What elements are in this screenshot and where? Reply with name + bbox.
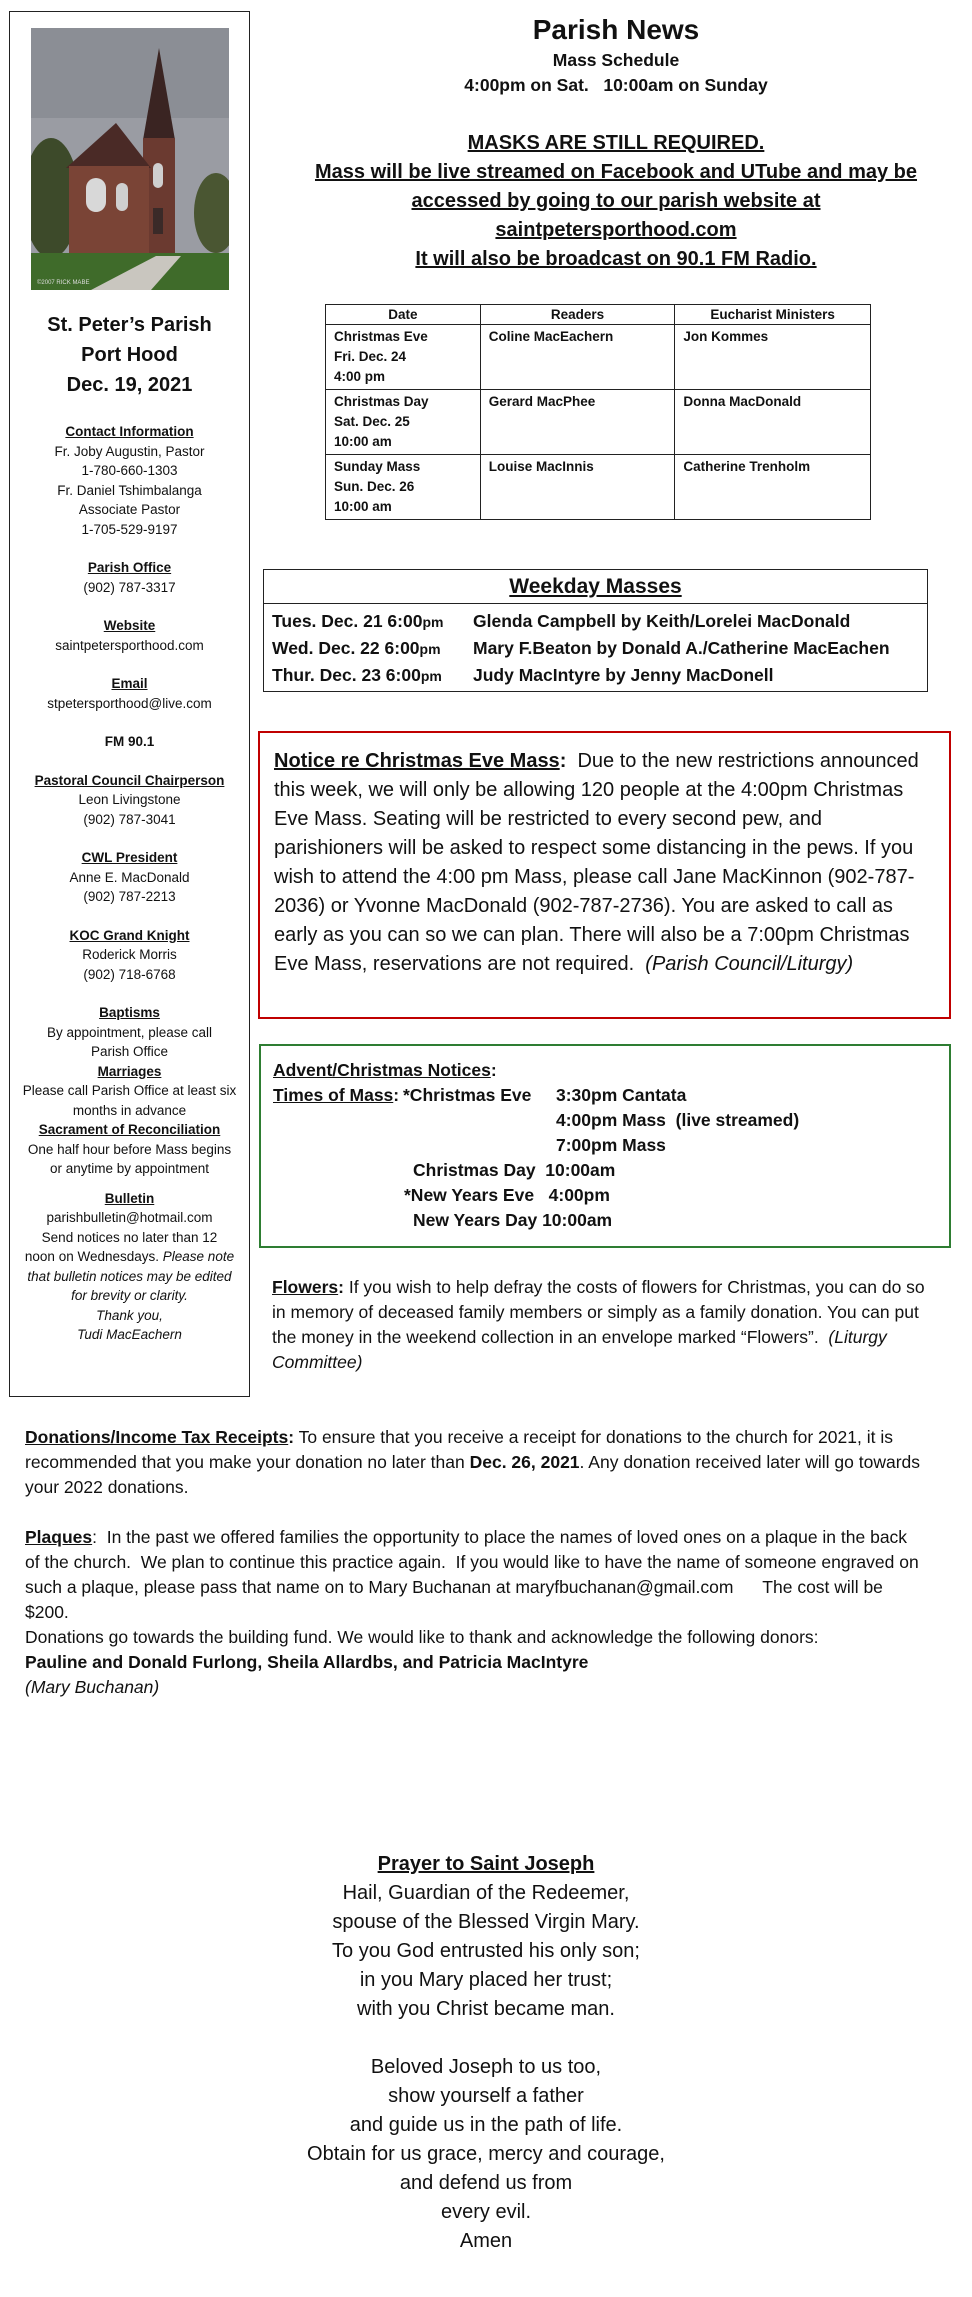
reconciliation-line: One half hour before Mass begins <box>27 1141 232 1157</box>
koc-heading: KOC Grand Knight <box>69 927 190 943</box>
christmas-eve-label: *Christmas Eve <box>403 1085 532 1105</box>
advent-schedule: Times of Mass: *Christmas Eve 3:30pm Cantata 4:00pm Mass (live streamed) 7:00pm Mass Christmas Day 10:00am *New Years Eve 4:00pm New Years Day 10:00am <box>273 1083 937 1233</box>
website-heading: Website <box>103 618 156 633</box>
bulletin-thanks: Thank you, <box>96 1307 163 1323</box>
reader-cell: Coline MacEachern <box>480 325 675 390</box>
livestream-line: Mass will be live streamed on Facebook and UTube and may be <box>314 161 918 183</box>
parish-location: Port Hood <box>81 344 178 366</box>
weekday-intention: Judy MacIntyre by Jenny MacDonell <box>473 665 774 685</box>
bulletin-note: Please note <box>162 1249 235 1264</box>
flowers-body: If you wish to help defray the costs of flowers for Christmas, you can do so in memory of deceased family members or simply as a family donation. You can put the money in the weekend collection in an envelope marked “Flowers”. <box>272 1277 925 1347</box>
masks-notice <box>260 129 972 274</box>
plaques-credit: (Mary Buchanan) <box>25 1677 160 1697</box>
website <box>10 616 249 655</box>
baptisms <box>10 1003 249 1062</box>
page-header <box>260 12 972 98</box>
pastoral-heading: Pastoral Council Chairperson <box>34 772 225 788</box>
bulletin-deadline-text: noon on Wednesdays. <box>24 1249 160 1264</box>
bulletin-note-line: that bulletin notices may be edited <box>27 1268 232 1284</box>
weekday-row <box>264 635 927 662</box>
prayer-line: with you Christ became man. <box>357 1998 615 2020</box>
weekday-day: Tues. Dec. 21 6:00 <box>272 611 423 631</box>
mass-times: 4:00pm on Sat. 10:00am on Sunday <box>464 75 768 95</box>
plaques-donations: Donations go towards the building fund. We would like to thank and acknowledge the following donors: <box>25 1627 819 1647</box>
column-header-readers: Readers <box>480 305 675 325</box>
baptisms-line: By appointment, please call <box>46 1024 213 1040</box>
associate-title: Associate Pastor <box>78 502 181 517</box>
cwl-heading: CWL President <box>81 850 178 865</box>
prayer-line: Hail, Guardian of the Redeemer, <box>342 1882 630 1904</box>
parish-office <box>10 558 249 597</box>
bulletin-heading: Bulletin <box>104 1190 155 1206</box>
ministry-schedule-table <box>325 304 871 520</box>
christmas-day-time: Christmas Day 10:00am <box>413 1160 616 1180</box>
prayer-line: and guide us in the path of life. <box>349 2114 623 2136</box>
reader-cell: Louise MacInnis <box>480 455 675 520</box>
cwl-phone: (902) 787-2213 <box>83 889 176 904</box>
eve-time: 3:30pm Cantata <box>556 1085 687 1105</box>
table-header-row <box>326 305 871 325</box>
date-cell <box>326 455 481 520</box>
pastoral-phone: (902) 787-3041 <box>83 811 176 827</box>
reconciliation-line: or anytime by appointment <box>49 1161 210 1176</box>
plaques-heading: Plaques <box>25 1527 93 1547</box>
date-line: 10:00 am <box>334 499 392 514</box>
flowers-notice: Flowers: If you wish to help defray the costs of flowers for Christmas, you can do so in memory of deceased family members or simply as a family donation. You can put the money in the weekend collection in an envelope marked “Flowers”. (Liturgy Committee) <box>272 1277 925 1372</box>
marriages <box>10 1062 249 1121</box>
prayer-line: Obtain for us grace, mercy and courage, <box>307 2143 665 2165</box>
bulletin-date: Dec. 19, 2021 <box>66 374 193 396</box>
cwl-president <box>10 848 249 907</box>
page-title: Parish News <box>532 14 700 45</box>
notice-heading: Notice re Christmas Eve Mass <box>274 750 560 772</box>
office-phone: (902) 787-3317 <box>83 579 176 595</box>
table-row <box>326 455 871 520</box>
prayer-amen: Amen <box>459 2230 513 2252</box>
minister-cell: Catherine Trenholm <box>675 455 871 520</box>
weekday-intention: Glenda Campbell by Keith/Lorelei MacDonald <box>473 611 851 631</box>
website-link[interactable]: saintpetersporthood.com <box>55 637 204 653</box>
pastoral-name: Leon Livingstone <box>78 792 181 807</box>
prayer-line: in you Mary placed her trust; <box>359 1969 613 1991</box>
date-line: Christmas Eve <box>334 329 428 344</box>
contact-heading: Contact Information <box>65 424 194 439</box>
associate-phone: 1-705-529-9197 <box>81 521 178 537</box>
plaques-body: In the past we offered families the opportunity to place the names of loved ones on a plaque in the back of the church. We plan to continue this practice again. If you would like to have the name of someone engraved on such a plaque, please pass that name on to Mary Buchanan at maryfbuchanan@gmail.com The cost will be $200. <box>25 1527 924 1622</box>
weekday-pm: pm <box>419 641 441 657</box>
donations-body-end: . Any donation received later will go towards your 2022 donations. <box>25 1452 921 1497</box>
marriages-heading: Marriages <box>97 1063 162 1079</box>
prayer-line: Beloved Joseph to us too, <box>370 2056 602 2078</box>
flowers-heading: Flowers <box>272 1277 339 1297</box>
associate-name: Fr. Daniel Tshimbalanga <box>57 482 202 498</box>
minister-cell: Donna MacDonald <box>675 390 871 455</box>
parish-name: St. Peter’s Parish <box>47 314 212 336</box>
weekday-intention: Mary F.Beaton by Donald A./Catherine MacEachen <box>473 638 890 658</box>
eve-time: 7:00pm Mass <box>556 1135 666 1155</box>
prayer-line: To you God entrusted his only son; <box>332 1940 640 1962</box>
weekday-pm: pm <box>420 668 442 684</box>
koc-name: Roderick Morris <box>82 947 177 962</box>
office-heading: Parish Office <box>87 560 172 575</box>
new-years-day-time: New Years Day 10:00am <box>413 1210 613 1230</box>
livestream-line: accessed by going to our parish website at <box>411 190 821 212</box>
date-line: Sat. Dec. 25 <box>334 414 410 429</box>
notice-credit: (Parish Council/Liturgy) <box>645 953 854 975</box>
prayer-to-saint-joseph <box>260 1850 712 2256</box>
date-cell <box>326 325 481 390</box>
donations-deadline: Dec. 26, 2021 <box>469 1452 580 1472</box>
masks-required: MASKS ARE STILL REQUIRED. <box>467 132 765 154</box>
donations-notice: Donations/Income Tax Receipts: To ensure that you receive a receipt for donations to the church for 2021, it is recommended that you make your donation no later than Dec. 26, 2021. Any donation received later will go towards your 2022 donations. <box>25 1427 921 1497</box>
prayer-line: and defend us from <box>399 2172 573 2194</box>
mass-schedule-heading: Mass Schedule <box>552 50 680 70</box>
column-header-ministers: Eucharist Ministers <box>675 305 871 325</box>
pastor-name: Fr. Joby Augustin, Pastor <box>54 443 205 459</box>
reader-cell: Gerard MacPhee <box>480 390 675 455</box>
baptisms-line: Parish Office <box>90 1044 169 1059</box>
column-header-date: Date <box>326 305 481 325</box>
reconciliation-heading: Sacrament of Reconciliation <box>38 1122 221 1137</box>
weekday-day: Thur. Dec. 23 6:00 <box>272 665 421 685</box>
parish-website-link[interactable]: saintpetersporthood.com <box>495 219 737 241</box>
pastoral-council <box>10 771 249 830</box>
plaques-donors: Pauline and Donald Furlong, Sheila Allardbs, and Patricia MacIntyre <box>25 1652 589 1672</box>
bulletin-deadline: Send notices no later than 12 <box>41 1229 218 1245</box>
plaques-notice: Plaques: In the past we offered families the opportunity to place the names of loved ones on a plaque in the back of the church. We plan to continue this practice again. If you would like to have the name of someone engraved on such a plaque, please pass that name on to Mary Buchanan at maryfbuchanan@gmail.com The cost will be $200. Donations go towards the building fund. We would like to thank and acknowledge the following donors: Pauline and Donald Furlong, Sheila Allardbs, and Patricia MacIntyre (Mary Buchanan) <box>25 1525 925 1700</box>
weekday-pm: pm <box>422 614 444 630</box>
new-years-eve-time: *New Years Eve 4:00pm <box>404 1185 610 1205</box>
bulletin-deadline-2 <box>2 1247 257 1267</box>
table-row <box>326 325 871 390</box>
bulletin-info <box>10 1189 249 1345</box>
sidebar <box>9 11 250 1397</box>
weekday-day: Wed. Dec. 22 6:00 <box>272 638 420 658</box>
fm-station: FM 90.1 <box>104 734 155 749</box>
parish-title <box>10 310 249 400</box>
prayer-line: show yourself a father <box>388 2085 584 2107</box>
advent-notices-box: Advent/Christmas Notices: Times of Mass: *Christmas Eve 3:30pm Cantata 4:00pm Mass (live streamed) 7:00pm Mass Christmas Day 10:00am *New Years Eve 4:00pm New Years Day 10:00am <box>259 1044 951 1248</box>
bulletin-editor: Tudi MacEachern <box>77 1327 182 1342</box>
times-of-mass-label: Times of Mass <box>273 1085 394 1105</box>
contact-info <box>10 422 249 539</box>
baptisms-heading: Baptisms <box>99 1005 160 1020</box>
email <box>10 674 249 713</box>
marriages-line: months in advance <box>72 1102 187 1118</box>
prayer-line: spouse of the Blessed Virgin Mary. <box>332 1911 640 1933</box>
date-line: Christmas Day <box>334 394 429 409</box>
donations-body: To ensure that you receive a receipt for donations to the church for 2021, it is recommended that you make your donation no later than <box>25 1427 893 1472</box>
koc-phone: (902) 718-6768 <box>83 966 176 982</box>
flowers-credit: (Liturgy Committee) <box>272 1327 887 1372</box>
weekday-heading: Weekday Masses <box>264 570 927 604</box>
koc-grand-knight <box>10 926 249 985</box>
church-photo <box>31 28 229 290</box>
email-link[interactable]: stpetersporthood@live.com <box>47 695 212 711</box>
photo-caption: ©2007 RICK MABE <box>36 280 89 286</box>
reconciliation <box>10 1120 249 1179</box>
radio-broadcast: It will also be broadcast on 90.1 FM Radio. <box>415 248 817 270</box>
weekday-masses-box <box>263 569 928 692</box>
email-heading: Email <box>111 676 148 691</box>
weekday-row <box>264 608 927 635</box>
cwl-name: Anne E. MacDonald <box>69 869 190 885</box>
notice-body: Due to the new restrictions announced this week, we will only be allowing 120 people at the 4:00pm Christmas Eve Mass. Seating will be restricted to every second pew, and parishioners will be asked to respect some distancing in the pews. If you wish to attend the 4:00 pm Mass, please call Jane MacKinnon (902-787-2036) or Yvonne MacDonald (902-787-2736). You are asked to call as early as you can so we can plan. There will also be a 7:00pm Christmas Eve Mass, reservations are not required. <box>274 750 919 975</box>
prayer-heading: Prayer to Saint Joseph <box>377 1853 595 1875</box>
advent-heading: Advent/Christmas Notices <box>273 1060 491 1080</box>
church-illustration <box>31 28 229 290</box>
bulletin-email[interactable]: parishbulletin@hotmail.com <box>46 1210 213 1225</box>
date-line: 4:00 pm <box>334 369 386 384</box>
weekday-row <box>264 662 927 689</box>
minister-cell: Jon Kommes <box>675 325 871 390</box>
date-cell <box>326 390 481 455</box>
marriages-line: Please call Parish Office at least six <box>22 1083 237 1098</box>
bulletin-note-line: for brevity or clarity. <box>71 1288 188 1303</box>
date-line: Sun. Dec. 26 <box>334 479 415 494</box>
donations-heading: Donations/Income Tax Receipts <box>25 1427 289 1447</box>
date-line: Sunday Mass <box>334 459 421 474</box>
table-row <box>326 390 871 455</box>
date-line: 10:00 am <box>334 434 392 449</box>
eve-time: 4:00pm Mass (live streamed) <box>556 1110 800 1130</box>
christmas-eve-notice: Notice re Christmas Eve Mass: Due to the new restrictions announced this week, we will only be allowing 120 people at the 4:00pm Christmas Eve Mass. Seating will be restricted to every second pew, and parishioners will be asked to respect some distancing in the pews. If you wish to attend the 4:00 pm Mass, please call Jane MacKinnon (902-787-2036) or Yvonne MacDonald (902-787-2736). You are asked to call as early as you can so we can plan. There will also be a 7:00pm Christmas Eve Mass, reservations are not required. (Parish Council/Liturgy) <box>258 731 951 1019</box>
pastor-phone: 1-780-660-1303 <box>81 463 178 478</box>
prayer-line: every evil. <box>440 2201 532 2223</box>
date-line: Fri. Dec. 24 <box>334 349 407 364</box>
